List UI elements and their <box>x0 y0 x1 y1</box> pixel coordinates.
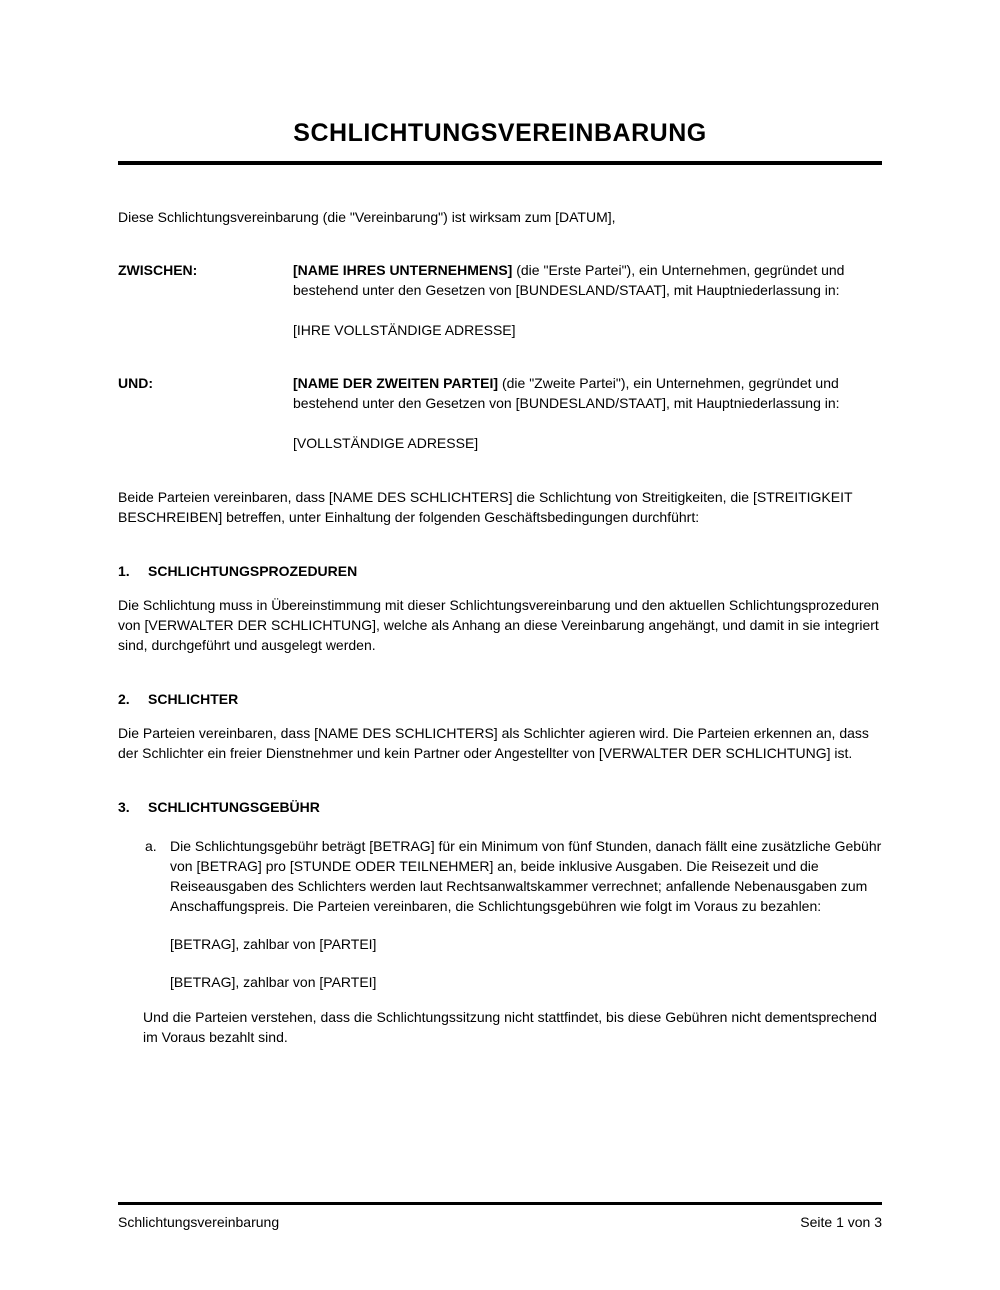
section-heading-fee <box>118 797 882 817</box>
fee-item-text: Die Schlichtungsgebühr beträgt [BETRAG] für ein Minimum von fünf Stunden, danach fällt eine zusätzliche Gebühr von [BETRAG] pro [STUNDE ODER TEILNEHMER] an, beide inklusive Ausgaben. Die Reisezeit und die Reiseausgaben des Schlichters werden laut Rechtsanwaltskammer verrechnet; anfallende Nebenausgaben zum Anschaffungspreis. Die Parteien vereinbaren, die Schlichtungsgebühren wie folgt im Voraus zu bezahlen: <box>170 838 882 914</box>
section-procedures <box>118 561 882 655</box>
intro-paragraph: Diese Schlichtungsvereinbarung (die "Vereinbarung") ist wirksam zum [DATUM], <box>118 209 616 225</box>
party-name-placeholder-first: [NAME IHRES UNTERNEHMENS] <box>293 262 513 278</box>
party-description-rest-first: (die "Erste Partei"), ein Unternehmen, gegründet und bestehend unter den Gesetzen von [BUNDESLAND/STAAT], mit Hauptniederlassung in: <box>293 262 845 298</box>
footer-page-number: Seite 1 von 3 <box>800 1214 882 1230</box>
section-body-procedures: Die Schlichtung muss in Übereinstimmung mit dieser Schlichtungsvereinbarung und den aktuellen Schlichtungsprozeduren von [VERWALTER DER SCHLICHTUNG], welche als Anhang an diese Vereinbarung angehängt, und damit in sie integriert sind, durchgeführt und ausgelegt werden. <box>118 597 880 653</box>
payment-line-2: [BETRAG], zahlbar von [PARTEI] <box>170 974 377 990</box>
party-address-placeholder-first: [IHRE VOLLSTÄNDIGE ADRESSE] <box>293 322 516 338</box>
footer-document-name: Schlichtungsvereinbarung <box>118 1214 280 1230</box>
document-title: SCHLICHTUNGSVEREINBARUNG <box>293 119 707 147</box>
page-footer <box>118 1202 882 1232</box>
party-address-placeholder-second: [VOLLSTÄNDIGE ADRESSE] <box>293 435 479 451</box>
footer-row <box>118 1212 882 1232</box>
recital-paragraph: Beide Parteien vereinbaren, dass [NAME DES SCHLICHTERS] die Schlichtung von Streitigkeiten, die [STREITIGKEIT BESCHREIBEN] betreffen, unter Einhaltung der folgenden Geschäftsbedingungen durchführt: <box>118 489 853 525</box>
section-title: SCHLICHTUNGSPROZEDUREN <box>148 563 358 579</box>
party-description-rest-second: (die "Zweite Partei"), ein Unternehmen, gegründet und bestehend unter den Gesetzen von [BUNDESLAND/STAAT], mit Hauptniederlassung in: <box>293 375 840 411</box>
section-number: 1. <box>118 563 130 579</box>
fee-item-marker: a. <box>145 838 157 854</box>
payment-line-1: [BETRAG], zahlbar von [PARTEI] <box>170 936 377 952</box>
section-heading-procedures <box>118 561 882 581</box>
party-name-placeholder-second: [NAME DER ZWEITEN PARTEI] <box>293 375 499 391</box>
fee-list-item-a <box>118 836 882 916</box>
section-title: SCHLICHTER <box>148 691 239 707</box>
section-fee <box>118 797 882 1047</box>
section-number: 3. <box>118 799 130 815</box>
party-description-second <box>293 373 882 413</box>
party-content-second <box>293 373 882 453</box>
section-number: 2. <box>118 691 130 707</box>
party-label-und: UND: <box>118 375 153 391</box>
section-arbitrator <box>118 689 882 763</box>
party-block-second <box>118 373 882 453</box>
party-label-zwischen: ZWISCHEN: <box>118 262 198 278</box>
section-heading-arbitrator <box>118 689 882 709</box>
section-body-arbitrator: Die Parteien vereinbaren, dass [NAME DES SCHLICHTERS] als Schlichter agieren wird. Die Parteien erkennen an, dass der Schlichter ein freier Dienstnehmer und kein Partner oder Angestellter von [VERWALTER DER SCHLICHTUNG] ist. <box>118 725 869 761</box>
footer-rule <box>118 1202 882 1205</box>
party-content-first <box>293 260 882 340</box>
section-title: SCHLICHTUNGSGEBÜHR <box>148 799 320 815</box>
party-description-first <box>293 260 882 300</box>
closing-paragraph: Und die Parteien verstehen, dass die Schlichtungssitzung nicht stattfindet, bis diese Gebühren nicht dementsprechend im Voraus bezahlt sind. <box>143 1009 877 1045</box>
party-block-first <box>118 260 882 340</box>
title-rule <box>118 161 882 165</box>
